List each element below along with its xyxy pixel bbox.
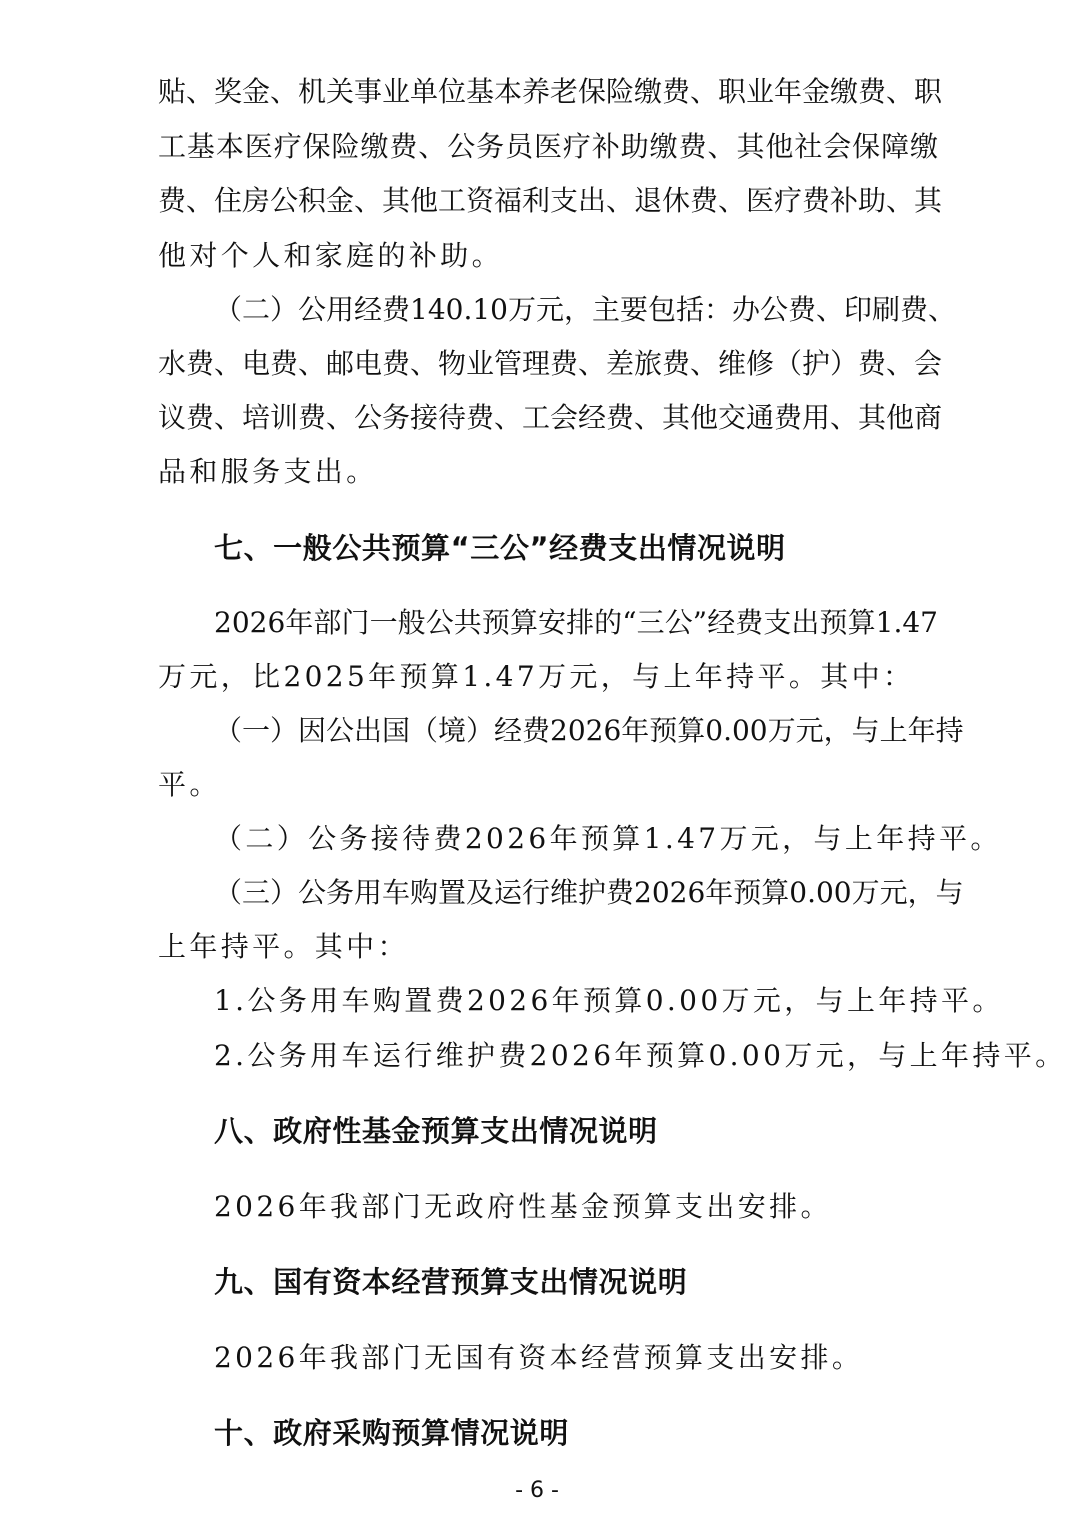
paragraph-line: 1.公务用车购置费2026年预算0.00万元，与上年持平。 bbox=[214, 984, 1004, 1017]
paragraph-line: 议费、培训费、公务接待费、工会经费、其他交通费用、其他商 bbox=[158, 401, 943, 434]
paragraph-line: 品和服务支出。 bbox=[158, 455, 378, 488]
paragraph-line: 2.公务用车运行维护费2026年预算0.00万元，与上年持平。 bbox=[214, 1039, 1067, 1072]
paragraph-line: （二）公务接待费2026年预算1.47万元，与上年持平。 bbox=[214, 822, 1002, 855]
section-heading: 九、国有资本经营预算支出情况说明 bbox=[214, 1265, 688, 1299]
paragraph-line: （二）公用经费140.10万元，主要包括：办公费、印刷费、 bbox=[214, 293, 956, 326]
paragraph-line: 平。 bbox=[158, 768, 221, 801]
paragraph-line: 2026年部门一般公共预算安排的“三公”经费支出预算1.47 bbox=[214, 606, 938, 639]
paragraph-line: 2026年我部门无政府性基金预算支出安排。 bbox=[214, 1190, 832, 1223]
paragraph-line: 他对个人和家庭的补助。 bbox=[158, 239, 503, 272]
paragraph-line: 上年持平。其中： bbox=[158, 930, 409, 963]
paragraph-line: 水费、电费、邮电费、物业管理费、差旅费、维修（护）费、会 bbox=[158, 347, 943, 380]
section-heading: 七、一般公共预算“三公”经费支出情况说明 bbox=[214, 531, 786, 565]
section-heading: 八、政府性基金预算支出情况说明 bbox=[214, 1114, 658, 1148]
paragraph-line: 费、住房公积金、其他工资福利支出、退休费、医疗费补助、其 bbox=[158, 184, 943, 217]
section-heading: 十、政府采购预算情况说明 bbox=[214, 1416, 569, 1450]
paragraph-line: （一）因公出国（境）经费2026年预算0.00万元，与上年持 bbox=[214, 714, 964, 747]
paragraph-line: 工基本医疗保险缴费、公务员医疗补助缴费、其他社会保障缴 bbox=[158, 130, 938, 163]
paragraph-line: （三）公务用车购置及运行维护费2026年预算0.00万元，与 bbox=[214, 876, 964, 909]
page-number: - 6 - bbox=[515, 1478, 559, 1503]
paragraph-line: 2026年我部门无国有资本经营预算支出安排。 bbox=[214, 1341, 864, 1374]
paragraph-line: 贴、奖金、机关事业单位基本养老保险缴费、职业年金缴费、职 bbox=[158, 75, 943, 108]
paragraph-line: 万元，比2025年预算1.47万元，与上年持平。其中： bbox=[158, 660, 915, 693]
